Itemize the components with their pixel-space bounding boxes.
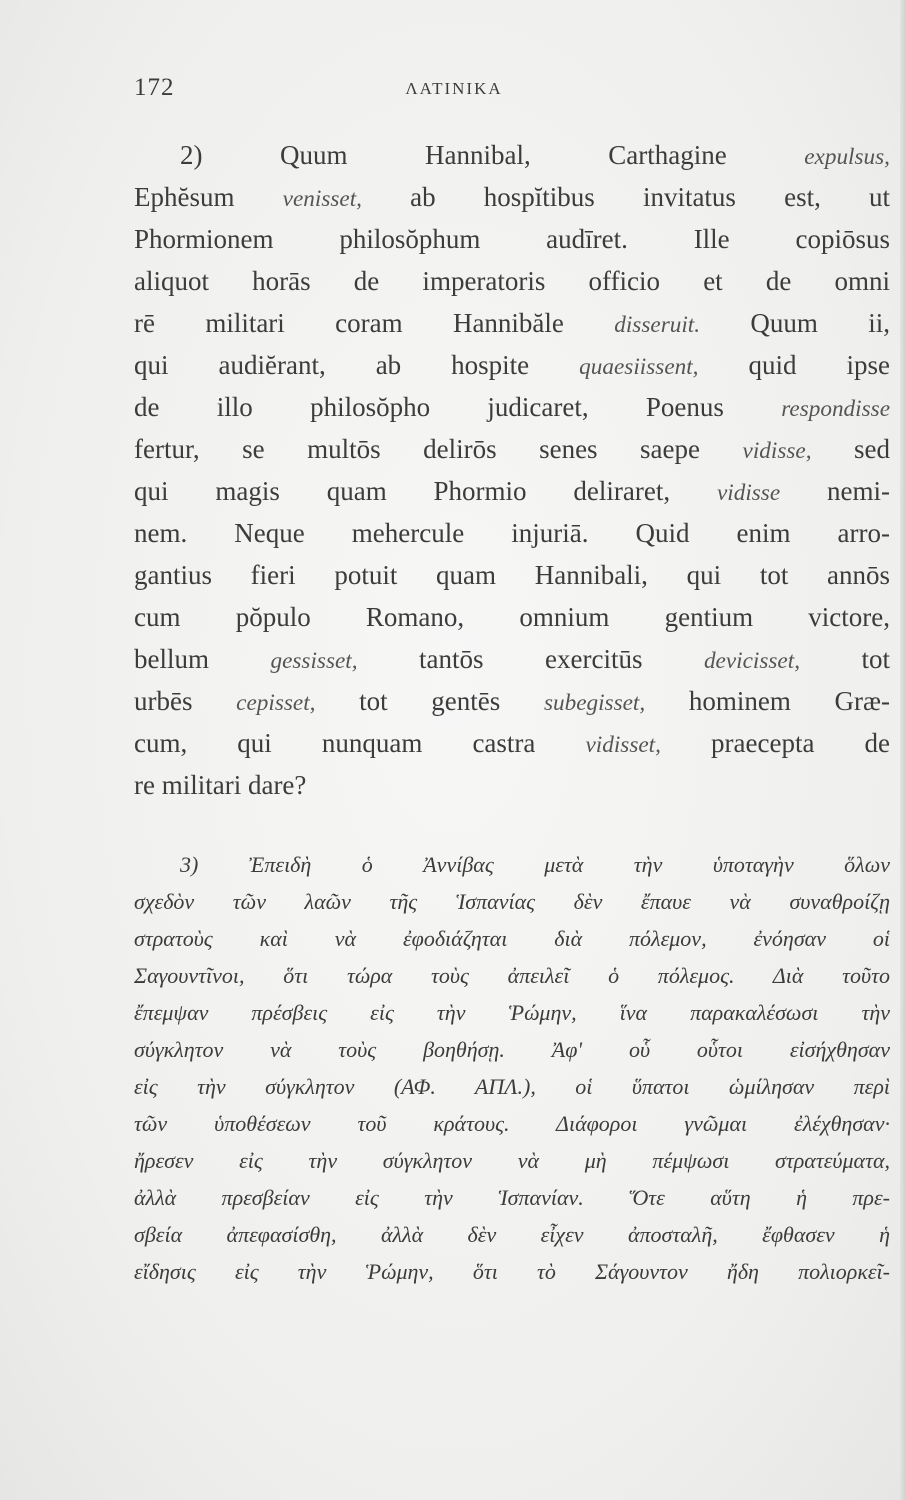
latin-line: urbēs cepisset, tot gentēs subegisset, hominem Græ- bbox=[134, 686, 890, 716]
greek-line: στρατοὺς καὶ νὰ ἐφοδιάζηται διὰ πόλεμον, ἐνόησαν οἱ bbox=[134, 926, 890, 951]
greek-line: σβεία ἀπεφασίσθη, ἀλλὰ δὲν εἶχεν ἀποσταλῆ, ἔφθασεν ἡ bbox=[134, 1222, 890, 1247]
greek-line: εἴδησις εἰς τὴν Ῥώμην, ὅτι τὸ Σάγουντον ἤδη πολιορκεῖ- bbox=[134, 1259, 890, 1284]
latin-passage bbox=[134, 134, 890, 806]
latin-line: 2) Quum Hannibal, Carthagine expulsus, bbox=[180, 140, 890, 170]
greek-line: ἀλλὰ πρεσβείαν εἰς τὴν Ἱσπανίαν. Ὅτε αὕτη ἡ πρε- bbox=[134, 1185, 890, 1210]
greek-line: σχεδὸν τῶν λαῶν τῆς Ἱσπανίας δὲν ἔπαυε νὰ συναθροίζῃ bbox=[134, 889, 890, 914]
latin-line: de illo philosŏpho judicaret, Poenus respondisse bbox=[134, 392, 890, 422]
greek-line: ἤρεσεν εἰς τὴν σύγκλητον νὰ μὴ πέμψωσι στρατεύματα, bbox=[134, 1148, 890, 1173]
latin-line: nem. Neque mehercule injuriā. Quid enim arro- bbox=[134, 518, 890, 548]
latin-line: fertur, se multōs delirōs senes saepe vidisse, sed bbox=[134, 434, 890, 464]
page-edge bbox=[900, 0, 906, 1500]
latin-line: Phormionem philosŏphum audīret. Ille copiōsus bbox=[134, 224, 890, 254]
latin-line: qui audiĕrant, ab hospite quaesiissent, quid ipse bbox=[134, 350, 890, 380]
latin-line: rē militari coram Hannibăle disseruit. Quum ii, bbox=[134, 308, 890, 338]
running-head: ΛΑΤΙΝΙΚΑ bbox=[405, 79, 503, 98]
greek-line: Σαγουντῖνοι, ὅτι τώρα τοὺς ἀπειλεῖ ὁ πόλεμος. Διὰ τοῦτο bbox=[134, 963, 890, 988]
latin-line: qui magis quam Phormio deliraret, vidisse nemi- bbox=[134, 476, 890, 506]
latin-line: gantius fieri potuit quam Hannibali, qui tot annōs bbox=[134, 560, 890, 590]
greek-line: εἰς τὴν σύγκλητον (ΑΦ. ΑΠΛ.), οἱ ὕπατοι ὡμίλησαν περὶ bbox=[134, 1074, 890, 1099]
latin-line: re militari dare? bbox=[134, 770, 307, 800]
latin-line: cum, qui nunquam castra vidisset, praecepta de bbox=[134, 728, 890, 758]
latin-line: cum pŏpulo Romano, omnium gentium victore, bbox=[134, 602, 890, 632]
latin-line: bellum gessisset, tantōs exercitūs devicisset, tot bbox=[134, 644, 890, 674]
greek-line: 3) Ἐπειδὴ ὁ Ἀννίβας μετὰ τὴν ὑποταγὴν ὅλων bbox=[180, 852, 890, 877]
page-number: 172 bbox=[134, 74, 175, 101]
latin-line: Ephĕsum venisset, ab hospĭtibus invitatus est, ut bbox=[134, 182, 890, 212]
page-header bbox=[134, 74, 890, 104]
latin-line: aliquot horās de imperatoris officio et de omni bbox=[134, 266, 890, 296]
greek-passage bbox=[134, 846, 890, 1290]
greek-line: ἔπεμψαν πρέσβεις εἰς τὴν Ῥώμην, ἵνα παρακαλέσωσι τὴν bbox=[134, 1000, 890, 1025]
greek-line: τῶν ὑποθέσεων τοῦ κράτους. Διάφοροι γνῶμαι ἐλέχθησαν· bbox=[134, 1111, 890, 1136]
greek-line: σύγκλητον νὰ τοὺς βοηθήσῃ. Ἀφ' οὗ οὗτοι εἰσήχθησαν bbox=[134, 1037, 890, 1062]
